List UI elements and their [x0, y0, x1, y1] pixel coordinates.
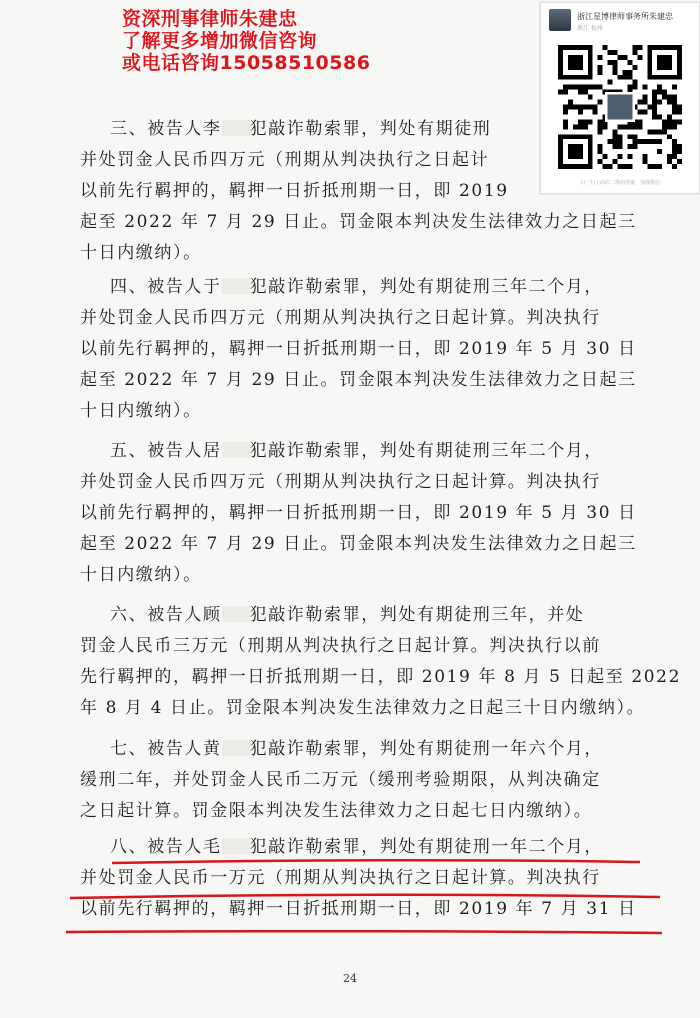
paragraph-line: 并处罚金人民币一万元（刑期从判决执行之日起计算。判决执行 — [80, 868, 601, 888]
sentence-text: 犯敲诈勒索罪，判处有期徒刑三年二个月， — [249, 277, 604, 297]
paragraph-line: 罚金人民币三万元（刑期从判决执行之日起计算。判决执行以前 — [80, 636, 601, 656]
paragraph-line: 以前先行羁押的，羁押一日折抵刑期一日，即 2019 — [80, 181, 509, 201]
page-number: 24 — [343, 972, 357, 985]
defendant-label: 七、被告人黄 — [110, 739, 222, 759]
sentence-text: 犯敲诈勒索罪，判处有期徒刑一年六个月， — [249, 739, 604, 759]
paragraph-line: 并处罚金人民币四万元（刑期从判决执行之日起计算。判决执行 — [80, 472, 601, 492]
paragraph-line: 十日内缴纳）。 — [80, 243, 202, 263]
defendant-label: 八、被告人毛 — [110, 837, 222, 857]
paragraph-line: 十日内缴纳）。 — [80, 565, 202, 585]
defendant-label: 六、被告人顾 — [110, 605, 222, 625]
paragraph-line: 并处罚金人民币四万元（刑期从判决执行之日起计算。判决执行 — [80, 308, 601, 328]
paragraph-line: 之日起计算。罚金限本判决发生法律效力之日起七日内缴纳）。 — [80, 801, 593, 821]
qr-contact-name: 浙江星博律师事务所朱建忠 — [577, 12, 673, 21]
underline-3 — [66, 931, 662, 933]
underline-2 — [70, 895, 660, 898]
defendant-label: 五、被告人居 — [110, 441, 222, 461]
qr-contact-region: 浙江 杭州 — [577, 25, 603, 32]
paragraph-line: 缓刑二年，并处罚金人民币二万元（缓刑考验期限，从判决确定 — [80, 770, 601, 790]
paragraph-line: 起至 2022 年 7 月 29 日止。罚金限本判决发生法律效力之日起三 — [80, 212, 637, 232]
ad-line-2: 了解更多增加微信咨询 — [122, 30, 318, 52]
paragraph-line: 以前先行羁押的，羁押一日折抵刑期一日，即 2019 年 5 月 30 日 — [80, 503, 637, 523]
qr-caption: 扫一扫上面的二维码图案，加我微信 — [579, 180, 660, 186]
paragraph-line: 以前先行羁押的，羁押一日折抵刑期一日，即 2019 年 5 月 30 日 — [80, 339, 637, 359]
paragraph-line: 十日内缴纳）。 — [80, 401, 202, 421]
sentence-text: 犯敲诈勒索罪，判处有期徒刑三年二个月， — [249, 441, 604, 461]
defendant-label: 四、被告人于 — [110, 277, 222, 297]
sentence-text: 犯敲诈勒索罪，判处有期徒刑 — [249, 119, 492, 139]
sentence-text: 犯敲诈勒索罪，判处有期徒刑三年，并处 — [249, 605, 585, 625]
underline-1 — [112, 860, 640, 863]
paragraph-line: 起至 2022 年 7 月 29 日止。罚金限本判决发生法律效力之日起三 — [80, 534, 637, 554]
sentence-text: 犯敲诈勒索罪，判处有期徒刑一年二个月， — [249, 837, 604, 857]
ad-line-1: 资深刑事律师朱建忠 — [122, 8, 298, 30]
paragraph-line: 先行羁押的，羁押一日折抵刑期一日，即 2019 年 8 月 5 日起至 2022 — [80, 667, 681, 687]
paragraph-line: 以前先行羁押的，羁押一日折抵刑期一日，即 2019 年 7 月 31 日 — [80, 899, 637, 919]
paragraph-line: 年 8 月 4 日止。罚金限本判决发生法律效力之日起三十日内缴纳）。 — [80, 698, 646, 718]
defendant-label: 三、被告人李 — [110, 119, 222, 139]
paragraph-line: 并处罚金人民币四万元（刑期从判决执行之日起计 — [80, 150, 490, 170]
ad-line-3: 或电话咨询15058510586 — [122, 52, 371, 74]
paragraph-line: 起至 2022 年 7 月 29 日止。罚金限本判决发生法律效力之日起三 — [80, 370, 637, 390]
